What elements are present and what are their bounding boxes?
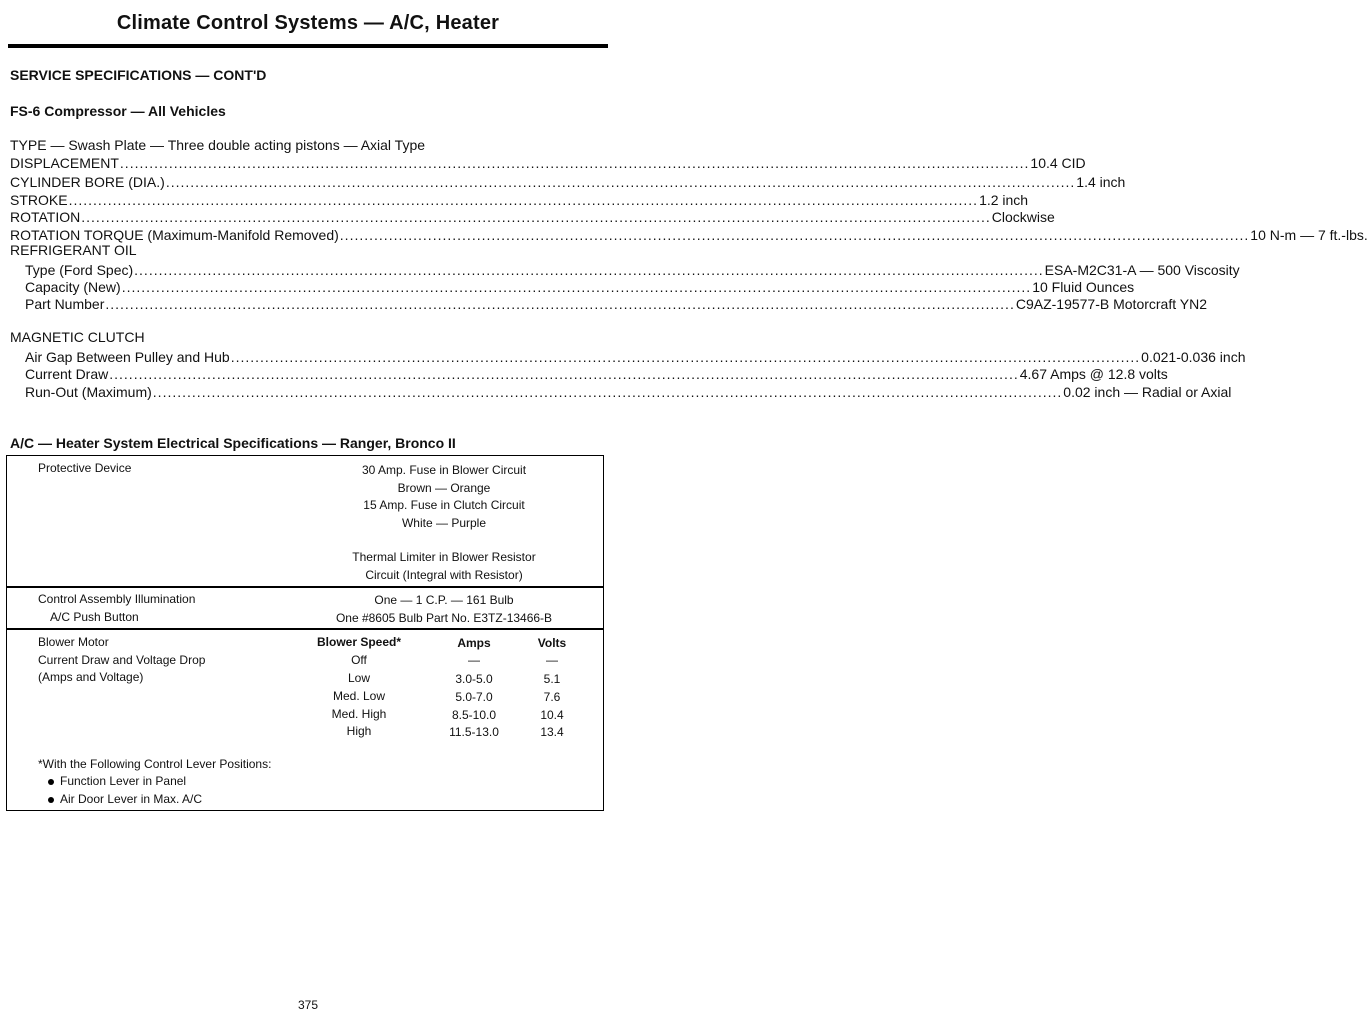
leader-dots: ..........................................................................................................................................................................................	[121, 279, 1032, 295]
volts-cell: —	[546, 653, 558, 667]
leader-dots: ..........................................................................................................................................................................................	[119, 155, 1030, 171]
spec-value: ESA-M2C31-A — 500 Viscosity	[1044, 262, 1240, 278]
type-line: TYPE — Swash Plate — Three double acting pistons — Axial Type	[10, 137, 426, 153]
spec-value: 4.67 Amps @ 12.8 volts	[1019, 366, 1168, 382]
col-header-volts: Volts	[537, 636, 567, 650]
spec-row-oil-capacity	[25, 277, 1135, 295]
col-header-blower-speed: Blower Speed*	[316, 635, 402, 649]
spec-value: 1.4 inch	[1076, 174, 1126, 190]
spec-label: STROKE	[10, 192, 68, 208]
amps-cell: 3.0-5.0	[455, 672, 493, 686]
leader-dots: ..........................................................................................................................................................................................	[109, 366, 1019, 382]
spec-row-oil-type	[25, 260, 1240, 278]
blower-label: (Amps and Voltage)	[38, 670, 144, 684]
spec-row-displacement	[10, 153, 1086, 171]
spec-value: 10.4 CID	[1030, 155, 1086, 171]
blower-speed-cell: Med. Low	[332, 689, 386, 703]
spec-label: Part Number	[25, 296, 105, 312]
amps-cell: 11.5-13.0	[449, 725, 499, 739]
clutch-heading: MAGNETIC CLUTCH	[10, 329, 145, 345]
leader-dots: ..........................................................................................................................................................................................	[152, 384, 1063, 400]
protective-line: Thermal Limiter in Blower Resistor	[352, 550, 536, 564]
footnote-bullet-text: Function Lever in Panel	[60, 774, 187, 788]
spec-label: Type (Ford Spec)	[25, 262, 134, 278]
bullet-icon	[48, 797, 54, 803]
spec-value: 1.2 inch	[979, 192, 1029, 208]
spec-label: CYLINDER BORE (DIA.)	[10, 174, 165, 190]
table-divider	[7, 586, 603, 588]
bullet-icon	[48, 779, 54, 785]
spec-row-stroke	[10, 190, 1029, 208]
spec-row-torque	[10, 225, 1368, 243]
blower-speed-cell: Low	[347, 671, 371, 685]
spec-row-rotation	[10, 207, 1055, 225]
electrical-spec-table	[6, 455, 604, 811]
footnote: *With the Following Control Lever Positions:	[38, 757, 272, 771]
protective-device-label: Protective Device	[38, 461, 132, 475]
volts-cell: 7.6	[543, 690, 561, 704]
spec-value: 10 N-m — 7 ft.-lbs.	[1250, 227, 1368, 243]
push-button-label: A/C Push Button	[50, 610, 139, 624]
spec-value: Clockwise	[991, 209, 1055, 225]
spec-label: Capacity (New)	[25, 279, 121, 295]
protective-line: 30 Amp. Fuse in Blower Circuit	[361, 463, 527, 477]
blower-label: Current Draw and Voltage Drop	[38, 653, 206, 667]
spec-row-oil-part	[25, 294, 1207, 312]
oil-heading: REFRIGERANT OIL	[10, 242, 137, 258]
col-header-amps: Amps	[457, 636, 491, 650]
blower-speed-cell: Med. High	[331, 707, 387, 721]
blower-speed-cell: High	[346, 724, 372, 738]
volts-cell: 5.1	[543, 672, 561, 686]
compressor-heading: FS-6 Compressor — All Vehicles	[10, 103, 226, 119]
volts-cell: 13.4	[540, 725, 564, 739]
leader-dots: ..........................................................................................................................................................................................	[165, 174, 1076, 190]
footnote-bullet	[48, 774, 186, 788]
section-heading: SERVICE SPECIFICATIONS — CONT'D	[10, 67, 267, 83]
spec-value: C9AZ-19577-B Motorcraft YN2	[1015, 296, 1207, 312]
leader-dots: ..........................................................................................................................................................................................	[134, 262, 1044, 278]
leader-dots: ..........................................................................................................................................................................................	[339, 227, 1250, 243]
spec-label: DISPLACEMENT	[10, 155, 119, 171]
leader-dots: ..........................................................................................................................................................................................	[68, 192, 979, 208]
volts-cell: 10.4	[540, 708, 564, 722]
protective-line: 15 Amp. Fuse in Clutch Circuit	[363, 498, 525, 512]
illumination-label: Control Assembly Illumination	[38, 592, 196, 606]
leader-dots: ..........................................................................................................................................................................................	[105, 296, 1015, 312]
protective-line: Brown — Orange	[397, 481, 491, 495]
spec-row-bore	[10, 172, 1126, 190]
spec-row-run-out	[25, 382, 1232, 400]
spec-row-current-draw	[25, 364, 1168, 382]
amps-cell: 5.0-7.0	[455, 690, 493, 704]
leader-dots: ..........................................................................................................................................................................................	[230, 349, 1141, 365]
spec-value: 0.021-0.036 inch	[1141, 349, 1246, 365]
electrical-heading: A/C — Heater System Electrical Specifications — Ranger, Bronco II	[10, 435, 456, 451]
spec-row-air-gap	[25, 347, 1246, 365]
title-rule	[8, 44, 608, 48]
table-divider	[7, 628, 603, 630]
spec-label: ROTATION	[10, 209, 81, 225]
spec-value: 0.02 inch — Radial or Axial	[1063, 384, 1232, 400]
protective-line: Circuit (Integral with Resistor)	[365, 568, 523, 582]
footnote-bullet-text: Air Door Lever in Max. A/C	[60, 792, 203, 806]
blower-label: Blower Motor	[38, 635, 109, 649]
spec-label: ROTATION TORQUE (Maximum-Manifold Removed)	[10, 227, 339, 243]
spec-label: Run-Out (Maximum)	[25, 384, 152, 400]
footnote-bullet	[48, 792, 202, 806]
spec-label: Current Draw	[25, 366, 109, 382]
leader-dots: ..........................................................................................................................................................................................	[81, 209, 991, 225]
amps-cell: 8.5-10.0	[451, 708, 497, 722]
amps-cell: —	[468, 653, 480, 667]
protective-line: White — Purple	[401, 516, 487, 530]
page-number: 375	[297, 998, 319, 1012]
spec-label: Air Gap Between Pulley and Hub	[25, 349, 230, 365]
spec-value: 10 Fluid Ounces	[1032, 279, 1135, 295]
push-button-value: One #8605 Bulb Part No. E3TZ-13466-B	[335, 611, 553, 625]
illumination-value: One — 1 C.P. — 161 Bulb	[374, 593, 514, 607]
blower-speed-cell: Off	[351, 653, 367, 667]
page-title: Climate Control Systems — A/C, Heater	[116, 12, 500, 34]
